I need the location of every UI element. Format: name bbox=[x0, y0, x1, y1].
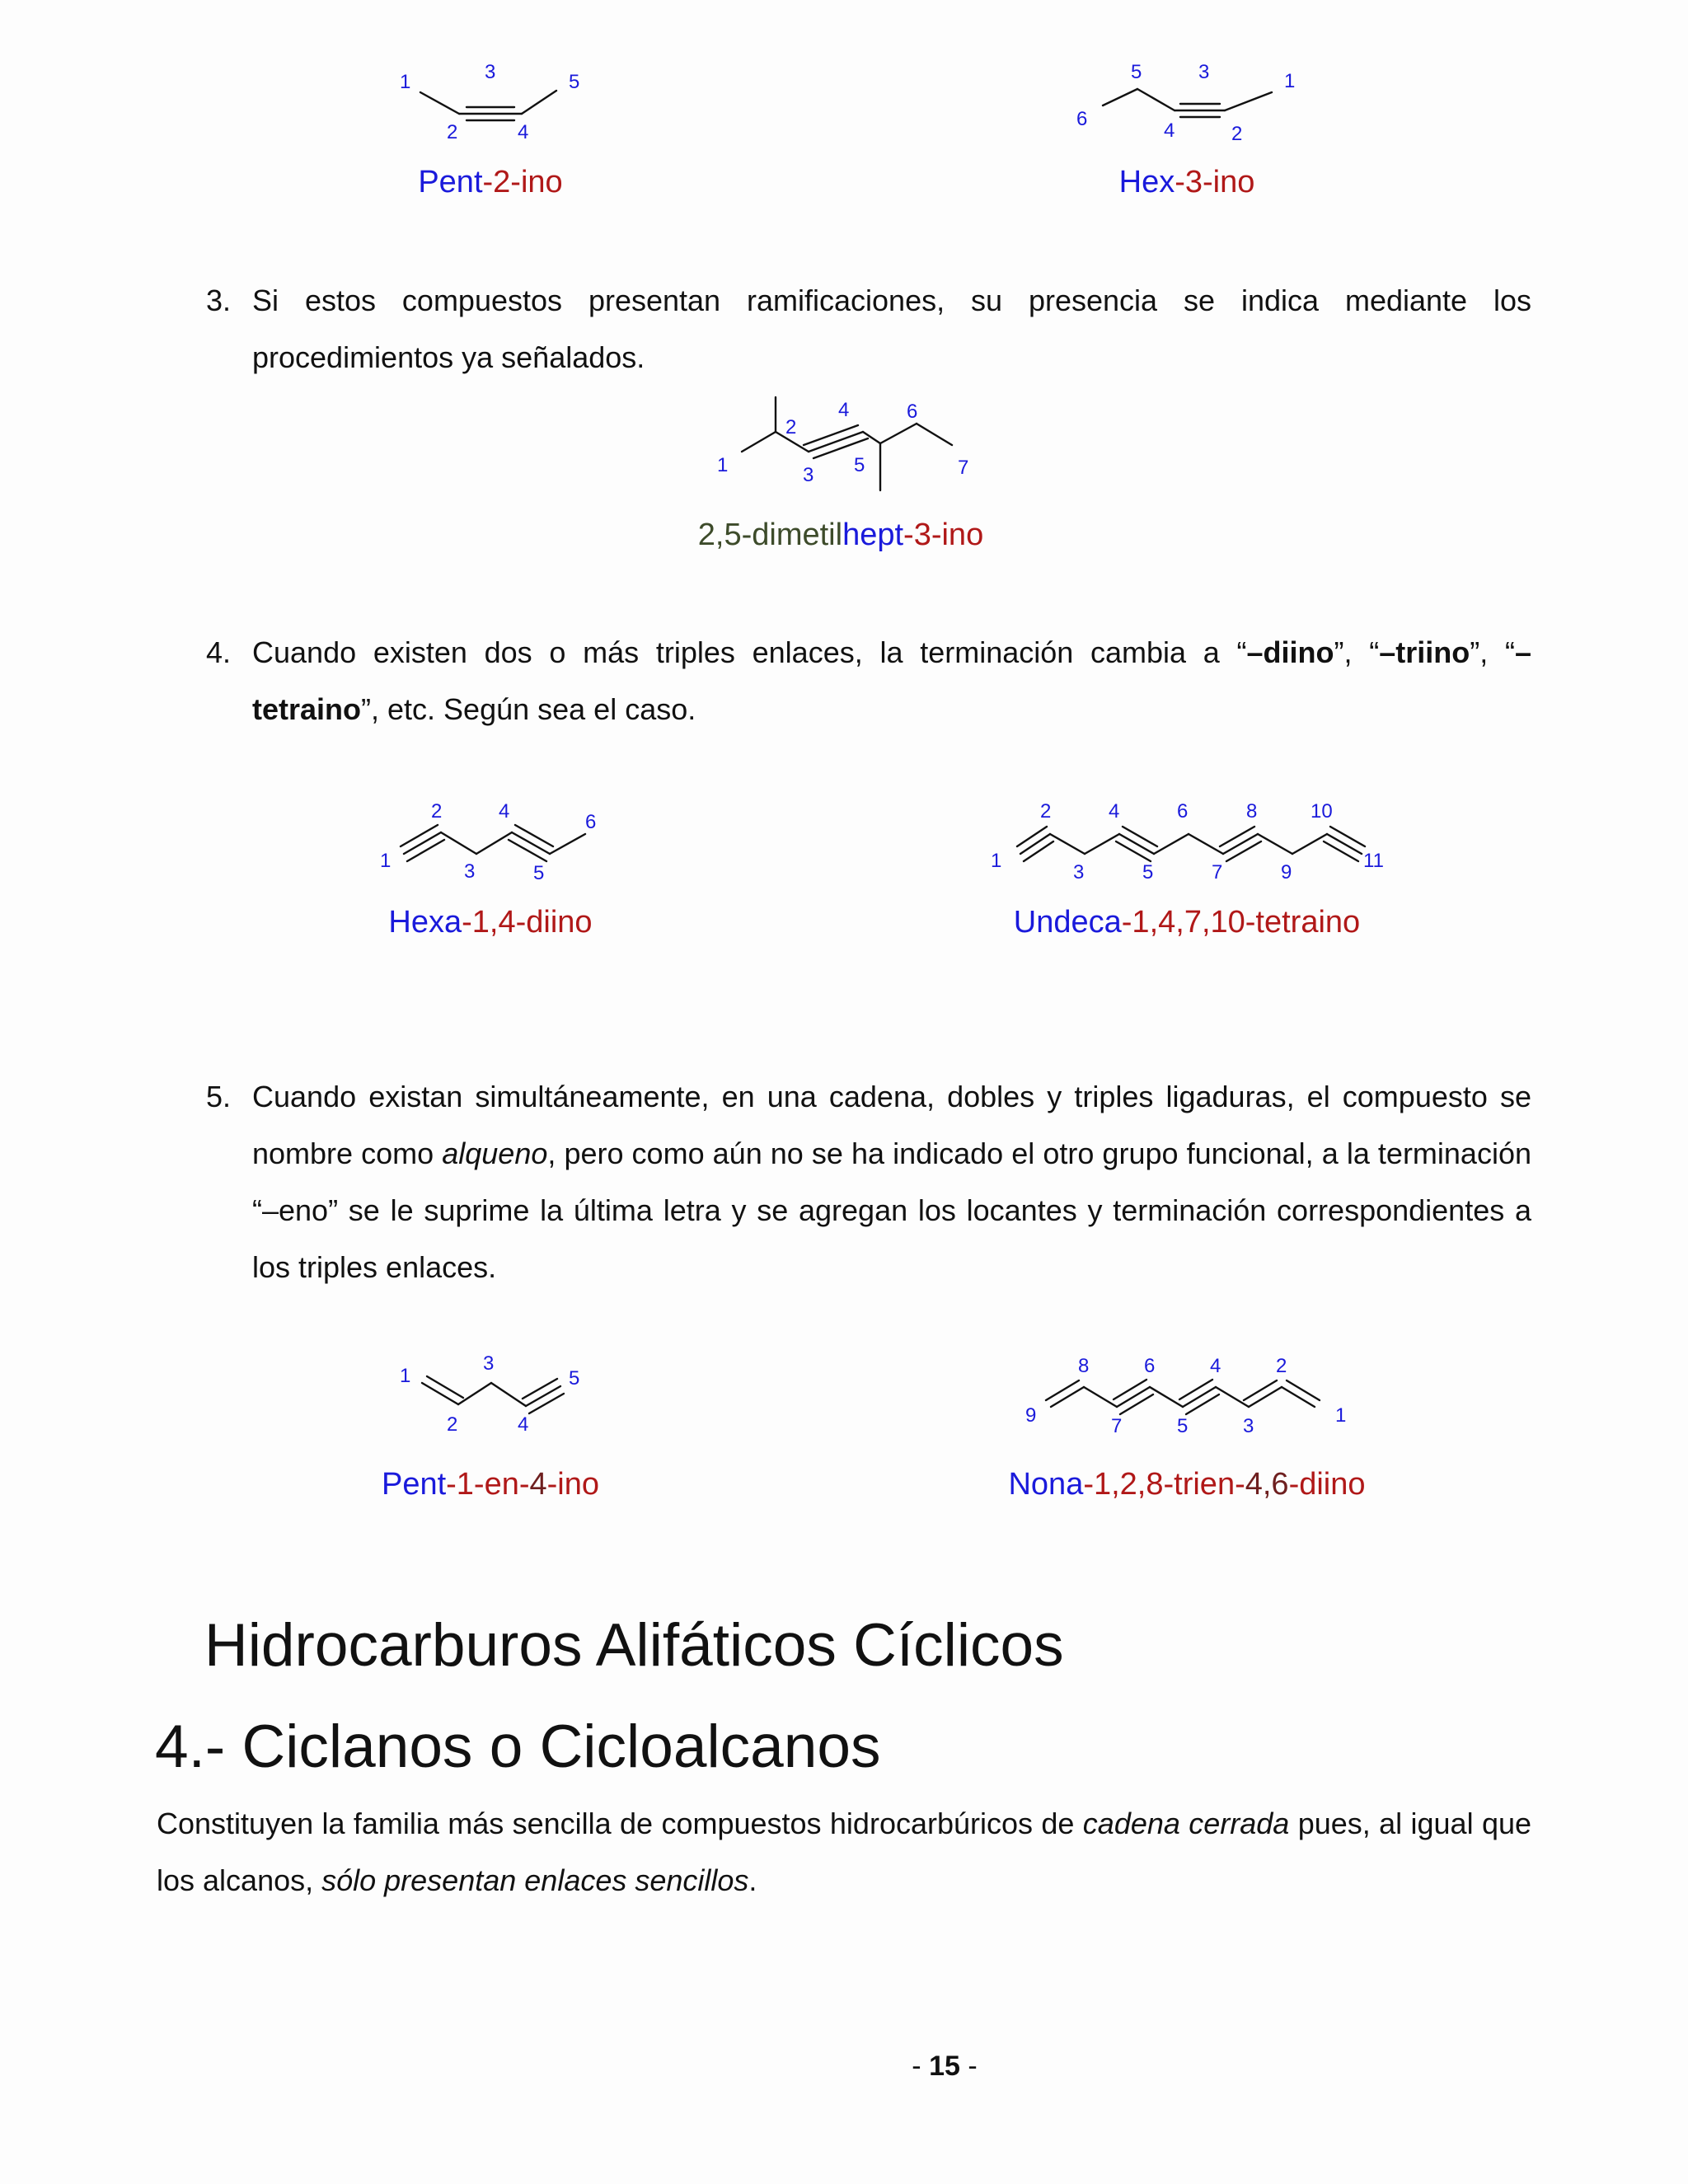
atom-label: 9 bbox=[1025, 1404, 1037, 1427]
nonatrienediyne-structure bbox=[1014, 1347, 1376, 1446]
atom-label: 5 bbox=[1131, 61, 1142, 83]
rule-4-paragraph: 4. Cuando existen dos o más triples enlaces, la terminación cambia a “–diino”, “–triino”, “–tetraino”, etc. Según sea el caso. bbox=[252, 624, 1531, 738]
atom-label: 10 bbox=[1311, 800, 1333, 823]
rule-number: 3. bbox=[206, 284, 232, 317]
atom-label: 8 bbox=[1078, 1355, 1090, 1377]
atom-label: 5 bbox=[854, 454, 865, 476]
dimethylheptyne-structure bbox=[701, 387, 997, 511]
atom-label: 2 bbox=[1276, 1355, 1287, 1377]
atom-label: 1 bbox=[991, 850, 1002, 872]
atom-label: 1 bbox=[1335, 1404, 1347, 1427]
nonatrienediyne-name: Nona-1,2,8-trien-4,6-diino bbox=[1008, 1467, 1366, 1502]
rule-number: 4. bbox=[206, 635, 232, 669]
atom-label: 4 bbox=[1109, 800, 1120, 823]
atom-label: 5 bbox=[1177, 1415, 1189, 1437]
atom-label: 8 bbox=[1246, 800, 1258, 823]
atom-label: 3 bbox=[1198, 61, 1210, 83]
atom-label: 5 bbox=[569, 1367, 580, 1390]
atom-label: 4 bbox=[1164, 120, 1175, 142]
atom-label: 2 bbox=[431, 800, 443, 823]
atom-label: 6 bbox=[1076, 108, 1088, 130]
atom-label: 5 bbox=[1142, 861, 1154, 883]
atom-label: 4 bbox=[838, 399, 850, 421]
atom-label: 6 bbox=[1144, 1355, 1156, 1377]
pent-2-yne-name: Pent-2-ino bbox=[418, 165, 563, 199]
rule-5-paragraph: 5. Cuando existan simultáneamente, en una cadena, dobles y triples ligaduras, el compuesto se nombre como alqueno, pero como aún no se ha indicado el otro grupo funcional, a la terminación “–eno” se le suprime la última letra y se agregan los locantes y terminación correspondientes a los triples enlaces. bbox=[252, 1068, 1531, 1296]
atom-label: 6 bbox=[907, 401, 918, 423]
atom-label: 2 bbox=[1231, 123, 1243, 145]
atom-label: 2 bbox=[447, 1413, 458, 1436]
atom-label: 5 bbox=[533, 862, 545, 884]
hex-3-yne-structure bbox=[1071, 49, 1319, 157]
atom-label: 6 bbox=[585, 811, 597, 833]
atom-label: 4 bbox=[518, 121, 529, 143]
atom-label: 3 bbox=[1243, 1415, 1254, 1437]
atom-label: 3 bbox=[1073, 861, 1085, 883]
atom-label: 1 bbox=[380, 850, 392, 872]
pentenyne-name: Pent-1-en-4-ino bbox=[381, 1467, 600, 1502]
atom-label: 11 bbox=[1363, 850, 1384, 872]
page-number: - 15 - bbox=[912, 2050, 978, 2082]
atom-label: 4 bbox=[499, 800, 510, 823]
dimethylheptyne-name: 2,5-dimetilhept-3-ino bbox=[697, 518, 984, 552]
section-heading: Hidrocarburos Alifáticos Cíclicos bbox=[204, 1612, 1064, 1679]
atom-label: 4 bbox=[518, 1413, 529, 1436]
atom-label: 3 bbox=[485, 61, 496, 83]
pent-2-yne-structure bbox=[387, 49, 602, 157]
atom-label: 7 bbox=[1111, 1415, 1123, 1437]
atom-label: 5 bbox=[569, 71, 580, 93]
atom-label: 6 bbox=[1177, 800, 1189, 823]
atom-label: 1 bbox=[400, 1365, 411, 1387]
rule-3-paragraph bbox=[206, 272, 1531, 386]
atom-label: 1 bbox=[1284, 70, 1296, 92]
rule-number: 5. bbox=[206, 1080, 232, 1113]
intro-paragraph: Constituyen la familia más sencilla de compuestos hidrocarbúricos de cadena cerrada pues, al igual que los alcanos, sólo presentan enlaces sencillos. bbox=[157, 1807, 1532, 1897]
rule-text: Si estos compuestos presentan ramificaciones, su presencia se indica mediante los procedimientos ya señalados. bbox=[252, 284, 1531, 374]
undecatetrayne-structure bbox=[981, 799, 1409, 890]
hexadiyne-name: Hexa-1,4-diino bbox=[388, 905, 593, 940]
atom-label: 2 bbox=[447, 121, 458, 143]
chapter-heading: 4.- Ciclanos o Cicloalcanos bbox=[155, 1713, 881, 1780]
atom-label: 2 bbox=[1040, 800, 1052, 823]
atom-label: 4 bbox=[1210, 1355, 1221, 1377]
atom-label: 9 bbox=[1281, 861, 1292, 883]
atom-label: 2 bbox=[785, 416, 797, 438]
undecatetrayne-name: Undeca-1,4,7,10-tetraino bbox=[1013, 905, 1361, 940]
atom-label: 1 bbox=[400, 71, 411, 93]
atom-label: 3 bbox=[803, 464, 814, 486]
hexadiyne-structure bbox=[375, 799, 622, 890]
atom-label: 3 bbox=[483, 1352, 495, 1375]
atom-label: 3 bbox=[464, 860, 476, 883]
hex-3-yne-name: Hex-3-ino bbox=[1118, 165, 1255, 199]
pentenyne-structure bbox=[387, 1352, 602, 1451]
atom-label: 7 bbox=[958, 457, 969, 479]
atom-label: 1 bbox=[717, 454, 729, 476]
atom-label: 7 bbox=[1212, 861, 1223, 883]
